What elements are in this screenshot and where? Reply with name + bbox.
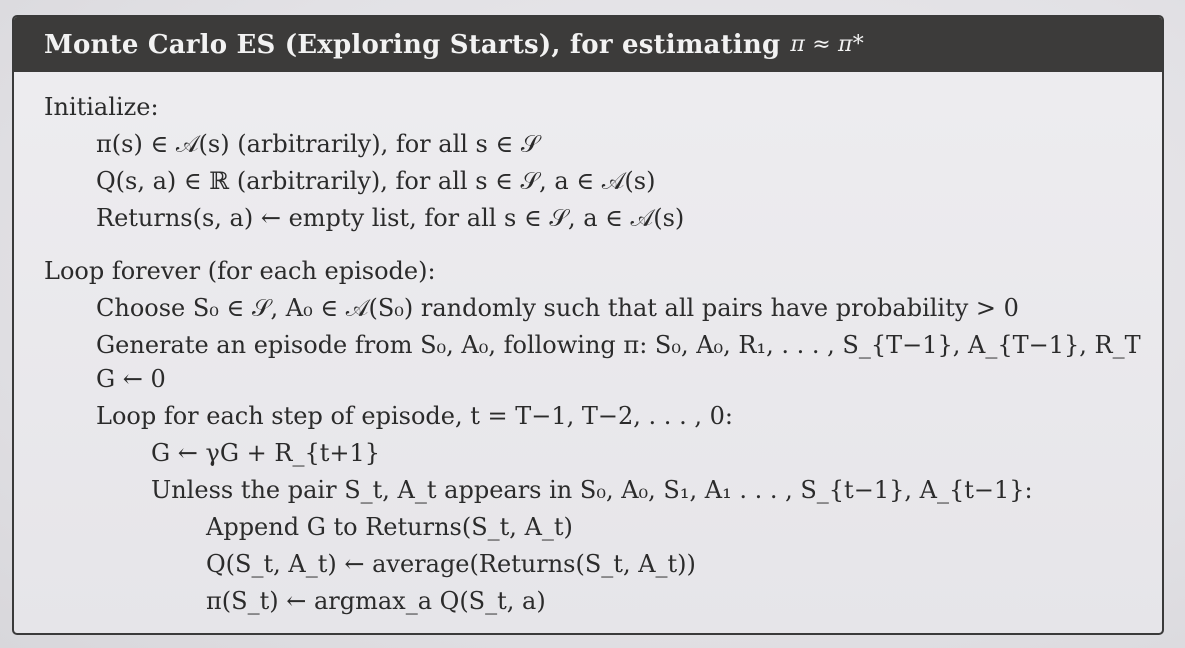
line-init-q: Q(s, a) ∈ ℝ (arbitrarily), for all s ∈ 𝒮, a ∈ 𝒜(s)	[96, 167, 656, 195]
line-q-average: Q(S_t, A_t) ← average(Returns(S_t, A_t))	[206, 550, 696, 578]
line-policy-update: π(S_t) ← argmax_a Q(S_t, a)	[206, 587, 546, 615]
line-unless: Unless the pair S_t, A_t appears in S₀, A₀, S₁, A₁ . . . , S_{t−1}, A_{t−1}:	[151, 476, 1033, 504]
algorithm-title-math: π ≈ π*	[790, 32, 864, 57]
line-choose-start: Choose S₀ ∈ 𝒮, A₀ ∈ 𝒜(S₀) randomly such that all pairs have probability > 0	[96, 294, 1019, 322]
line-g-init: G ← 0	[96, 365, 166, 393]
line-loop-steps: Loop for each step of episode, t = T−1, T−2, . . . , 0:	[96, 402, 733, 430]
line-append: Append G to Returns(S_t, A_t)	[206, 513, 573, 541]
algorithm-header	[14, 17, 1162, 72]
line-generate-episode: Generate an episode from S₀, A₀, following π: S₀, A₀, R₁, . . . , S_{T−1}, A_{T−1}, R_T	[96, 331, 1141, 359]
line-init-policy: π(s) ∈ 𝒜(s) (arbitrarily), for all s ∈ 𝒮	[96, 130, 540, 158]
line-loop-forever: Loop forever (for each episode):	[44, 257, 436, 285]
line-initialize: Initialize:	[44, 93, 159, 121]
line-init-returns: Returns(s, a) ← empty list, for all s ∈ 𝒮, a ∈ 𝒜(s)	[96, 204, 685, 232]
algorithm-title: Monte Carlo ES (Exploring Starts), for estimating	[44, 29, 781, 60]
line-g-update: G ← γG + R_{t+1}	[151, 439, 381, 467]
algorithm-box	[12, 15, 1164, 635]
